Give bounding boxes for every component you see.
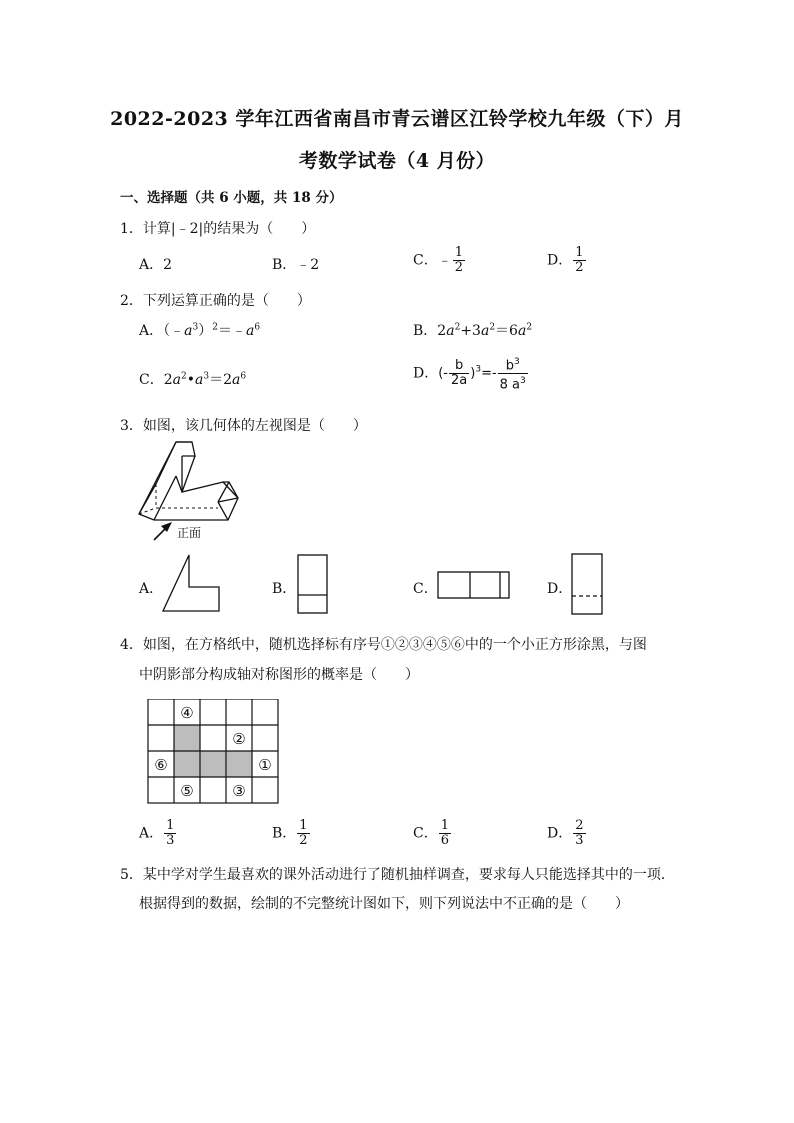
q4-option-a xyxy=(139,819,177,848)
q2-option-c-expr: $2a^2•a^3=2a^6$ xyxy=(163,371,247,388)
q2-stem: 2．下列运算正确的是（ ） xyxy=(120,293,311,309)
exam-title-line2: 考数学试卷（4 月份） xyxy=(298,150,496,172)
q1-option-d-fraction xyxy=(573,246,585,275)
q4-option-d xyxy=(547,819,587,848)
front-view-label: 正面 xyxy=(177,526,202,540)
q3-option-a: A． xyxy=(139,581,164,597)
q3-option-b: B． xyxy=(272,581,297,597)
fraction-denominator: 3 xyxy=(575,833,584,848)
q1-option-c xyxy=(413,246,466,275)
q4-option-b-label: B． xyxy=(272,825,297,842)
q4-option-d-fraction xyxy=(573,819,585,848)
q4-option-c-label: C． xyxy=(413,825,438,842)
fraction-numerator: 1 xyxy=(454,245,463,260)
q3-option-c-figure xyxy=(436,570,512,600)
fraction-denominator: 3 xyxy=(166,833,175,848)
q2-option-a xyxy=(139,320,260,340)
q4-option-d-label: D． xyxy=(547,825,573,842)
grid-cell-3-label: ③ xyxy=(232,782,246,800)
fraction-denominator: 2 xyxy=(575,260,584,275)
q2-option-d-expr: (- $\frac{b}{2a}$ )$^3$=- $\frac{b^3}{8 a^3}$ xyxy=(438,357,526,393)
q4-option-c-fraction xyxy=(439,819,451,848)
q3-option-d: D． xyxy=(547,581,573,597)
q4-option-b-fraction xyxy=(297,819,309,848)
fraction-denominator: 2 xyxy=(299,833,308,848)
grid-cell-1-label: ① xyxy=(258,756,272,774)
q4-stem-line2: 中阴影部分构成轴对称图形的概率是（ ） xyxy=(139,667,419,683)
q1-option-b: B．﹣2 xyxy=(272,257,320,273)
q5-stem-line2: 根据得到的数据，绘制的不完整统计图如下，则下列说法中不正确的是（ ） xyxy=(139,896,629,912)
q4-stem-line1: 4．如图，在方格纸中，随机选择标有序号①②③④⑤⑥中的一个小正方形涂黑，与图 xyxy=(120,637,647,653)
q2-option-a-expr: $(﹣a^3)^2=﹣a^6$ xyxy=(163,322,261,339)
q1-option-d xyxy=(547,246,587,275)
q4-option-b xyxy=(272,819,311,848)
q2-option-d xyxy=(413,355,529,393)
fraction-numerator: 1 xyxy=(166,818,175,833)
q2-option-b-label: B． xyxy=(413,323,438,339)
q4-option-a-label: A． xyxy=(139,825,164,842)
section-heading: 一、选择题（共 6 小题，共 18 分） xyxy=(120,190,343,206)
fraction-numerator: 1 xyxy=(440,818,449,833)
q3-option-a-figure xyxy=(160,553,222,615)
q3-stem: 3．如图，该几何体的左视图是（ ） xyxy=(120,418,367,434)
grid-figure xyxy=(146,699,280,805)
grid-cell-6-label: ⑥ xyxy=(154,756,168,774)
q2-option-c xyxy=(139,369,246,389)
q1-option-c-fraction xyxy=(453,246,465,275)
q2-option-b xyxy=(413,320,532,340)
q3-option-c: C． xyxy=(413,581,438,597)
q4-option-c xyxy=(413,819,452,848)
q3-option-d-figure xyxy=(570,552,604,616)
grid-cell-2-label: ② xyxy=(232,730,246,748)
q1-stem: 1．计算|﹣2|的结果为（ ） xyxy=(120,221,316,237)
fraction-numerator: 1 xyxy=(299,818,308,833)
q2-option-a-label: A． xyxy=(139,323,164,339)
fraction-numerator: 1 xyxy=(575,245,584,260)
grid-cell-5-label: ⑤ xyxy=(180,782,194,800)
q4-option-a-fraction xyxy=(164,819,176,848)
grid-cell-4-label: ④ xyxy=(180,704,194,722)
q2-option-c-label: C． xyxy=(139,372,164,388)
q1-option-a: A．2 xyxy=(139,257,173,273)
exam-title-line1: 2022-2023 学年江西省南昌市青云谱区江铃学校九年级（下）月 xyxy=(110,108,684,130)
q1-option-c-sign: ﹣ xyxy=(437,252,452,269)
q3-option-b-figure xyxy=(296,553,330,616)
q1-option-c-label: C． xyxy=(413,252,438,269)
q5-stem-line1: 5．某中学对学生最喜欢的课外活动进行了随机抽样调查，要求每人只能选择其中的一项． xyxy=(120,867,675,883)
q1-option-d-label: D． xyxy=(547,252,573,269)
fraction-denominator: 6 xyxy=(440,833,449,848)
q2-option-b-expr: $2a^2+3a^2=6a^2$ xyxy=(437,322,533,339)
fraction-numerator: 2 xyxy=(575,818,584,833)
q2-option-d-label: D． xyxy=(413,365,439,382)
fraction-denominator: 2 xyxy=(454,260,463,275)
